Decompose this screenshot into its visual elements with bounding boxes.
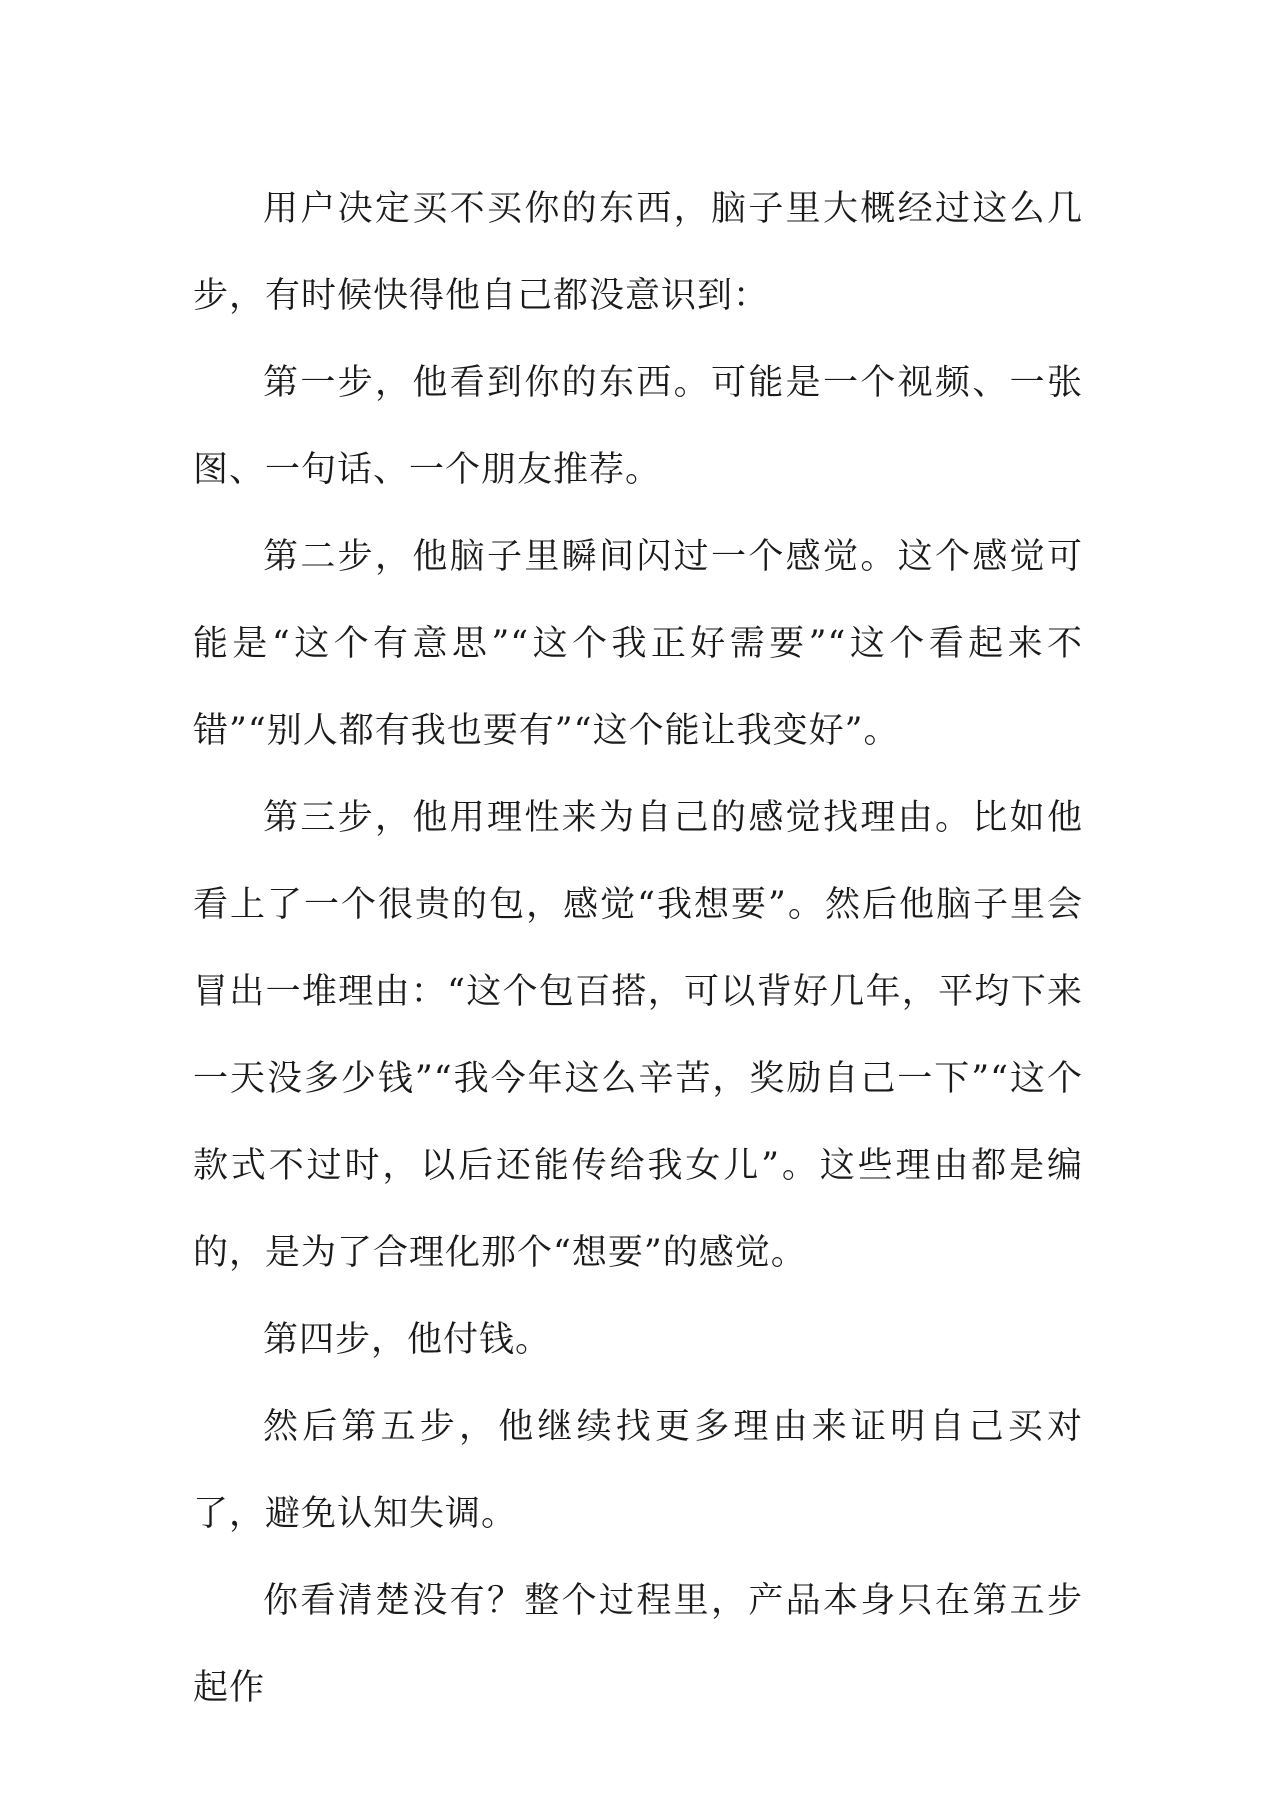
paragraph-step-four: 第四步，他付钱。 [263,1320,552,1360]
paragraph-conclusion: 你看清楚没有？整个过程里，产品本身只在第五步起作 [193,1581,1083,1708]
paragraph-step-one: 第一步，他看到你的东西。可能是一个视频、一张图、一句话、一个朋友推荐。 [193,363,1083,490]
paragraph-intro: 用户决定买不买你的东西，脑子里大概经过这么几步，有时候快得他自己都没意识到： [193,189,1083,316]
paragraph-step-two: 第二步，他脑子里瞬间闪过一个感觉。这个感觉可能是“这个有意思”“这个我正好需要”“这个看起来不错”“别人都有我也要有”“这个能让我变好”。 [193,537,1083,751]
paragraph-step-five: 然后第五步，他继续找更多理由来证明自己买对了，避免认知失调。 [193,1407,1083,1534]
document-body [193,166,1083,1732]
paragraph-step-three: 第三步，他用理性来为自己的感觉找理由。比如他看上了一个很贵的包，感觉“我想要”。然后他脑子里会冒出一堆理由：“这个包百搭，可以背好几年，平均下来一天没多少钱”“我今年这么辛苦，奖励自己一下”“这个款式不过时，以后还能传给我女儿”。这些理由都是编的，是为了合理化那个“想要”的感觉。 [193,798,1083,1273]
